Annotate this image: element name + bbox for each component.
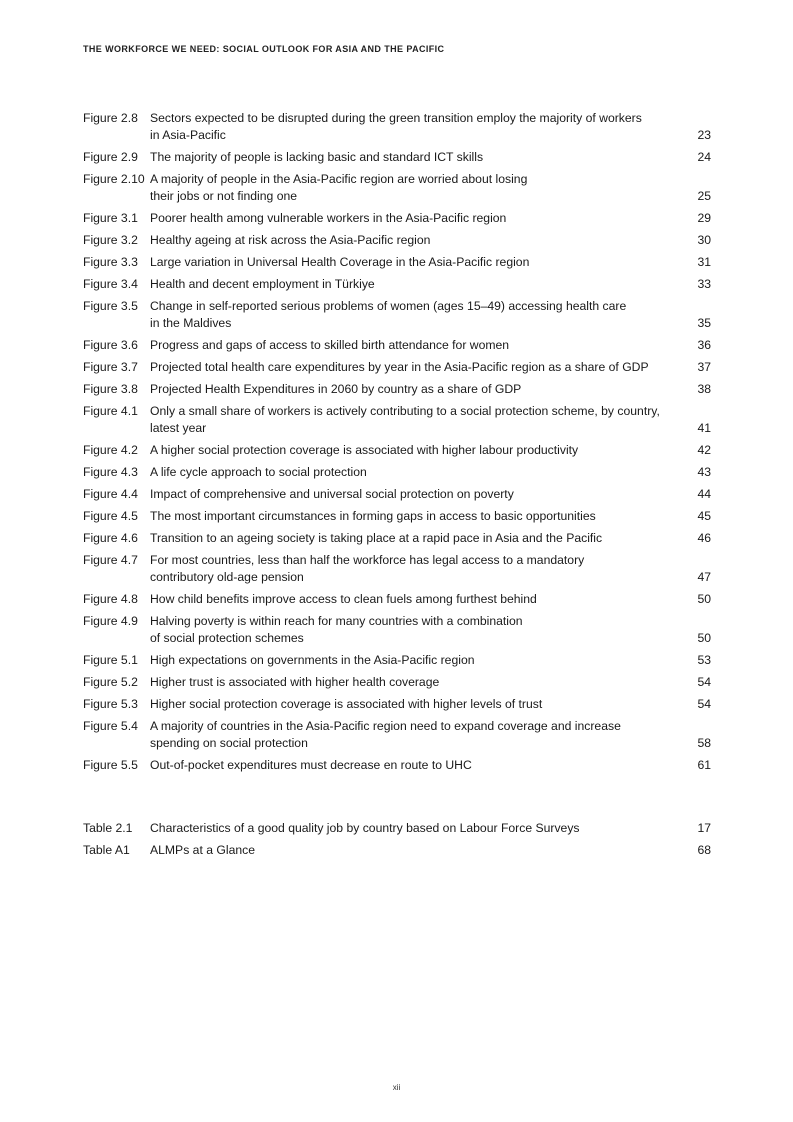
entry-title: A majority of countries in the Asia-Pacific region need to expand coverage and increase spending on social protection bbox=[150, 719, 621, 750]
entry-page-number: 24 bbox=[697, 150, 711, 164]
entry-title: Higher trust is associated with higher health coverage bbox=[150, 675, 440, 689]
entry-page-number: 61 bbox=[697, 758, 711, 772]
entry-title: The most important circumstances in forming gaps in access to basic opportunities bbox=[150, 509, 596, 523]
entry-page-number: 46 bbox=[697, 531, 711, 545]
entry-title: A majority of people in the Asia-Pacific region are worried about losing their jobs or not finding one bbox=[150, 172, 528, 203]
entry-title: Projected total health care expenditures by year in the Asia-Pacific region as a share of GDP bbox=[150, 360, 649, 374]
figure-entry[interactable] bbox=[83, 359, 711, 376]
entry-title: Characteristics of a good quality job by country based on Labour Force Surveys bbox=[150, 821, 580, 835]
entry-title: ALMPs at a Glance bbox=[150, 843, 255, 857]
figure-entry[interactable] bbox=[83, 149, 711, 166]
entry-title: High expectations on governments in the Asia-Pacific region bbox=[150, 653, 475, 667]
figure-entry[interactable] bbox=[83, 442, 711, 459]
entry-label: Figure 2.8 bbox=[83, 111, 138, 125]
entry-label: Figure 2.10 bbox=[83, 172, 145, 186]
entry-label: Figure 4.6 bbox=[83, 531, 138, 545]
figure-entry[interactable] bbox=[83, 674, 711, 691]
figure-entry[interactable] bbox=[83, 210, 711, 227]
entry-page-number: 53 bbox=[697, 653, 711, 667]
entry-page-number: 50 bbox=[697, 592, 711, 606]
table-entry[interactable] bbox=[83, 820, 711, 837]
figure-entry[interactable] bbox=[83, 403, 711, 437]
figure-entry[interactable] bbox=[83, 508, 711, 525]
entry-label: Figure 4.2 bbox=[83, 443, 138, 457]
entry-title: A life cycle approach to social protection bbox=[150, 465, 367, 479]
entry-label: Figure 3.5 bbox=[83, 299, 138, 313]
page-number: xii bbox=[392, 1083, 401, 1092]
figure-entry[interactable] bbox=[83, 298, 711, 332]
figure-entry[interactable] bbox=[83, 381, 711, 398]
entry-title: Transition to an ageing society is taking place at a rapid pace in Asia and the Pacific bbox=[150, 531, 603, 545]
entry-label: Figure 5.5 bbox=[83, 758, 138, 772]
table-entry[interactable] bbox=[83, 842, 711, 859]
entry-label: Figure 3.7 bbox=[83, 360, 138, 374]
entry-page-number: 58 bbox=[697, 736, 711, 750]
entry-label: Figure 3.3 bbox=[83, 255, 138, 269]
figure-entry[interactable] bbox=[83, 652, 711, 669]
entry-label: Table 2.1 bbox=[83, 821, 133, 835]
figure-entry[interactable] bbox=[83, 613, 711, 647]
entry-label: Figure 5.3 bbox=[83, 697, 138, 711]
entry-title: Out-of-pocket expenditures must decrease en route to UHC bbox=[150, 758, 472, 772]
entry-page-number: 38 bbox=[697, 382, 711, 396]
entry-page-number: 33 bbox=[697, 277, 711, 291]
entry-title: Healthy ageing at risk across the Asia-Pacific region bbox=[150, 233, 431, 247]
entry-label: Figure 4.4 bbox=[83, 487, 138, 501]
entry-page-number: 30 bbox=[697, 233, 711, 247]
entry-title: For most countries, less than half the workforce has legal access to a mandatory contributory old-age pension bbox=[150, 553, 585, 584]
entry-label: Figure 4.9 bbox=[83, 614, 138, 628]
entry-label: Figure 5.1 bbox=[83, 653, 138, 667]
entry-page-number: 36 bbox=[697, 338, 711, 352]
entry-page-number: 42 bbox=[697, 443, 711, 457]
entry-label: Figure 3.2 bbox=[83, 233, 138, 247]
entry-page-number: 25 bbox=[697, 189, 711, 203]
entry-title: Impact of comprehensive and universal social protection on poverty bbox=[150, 487, 514, 501]
entry-label: Figure 3.8 bbox=[83, 382, 138, 396]
entry-label: Figure 4.5 bbox=[83, 509, 138, 523]
running-header: THE WORKFORCE WE NEED: SOCIAL OUTLOOK FOR ASIA AND THE PACIFIC bbox=[83, 44, 445, 54]
figure-entry[interactable] bbox=[83, 171, 711, 205]
figure-entry[interactable] bbox=[83, 464, 711, 481]
entry-label: Figure 2.9 bbox=[83, 150, 138, 164]
entry-label: Figure 5.2 bbox=[83, 675, 138, 689]
figure-entry[interactable] bbox=[83, 486, 711, 503]
entry-title: Halving poverty is within reach for many countries with a combination of social protection schemes bbox=[150, 614, 523, 645]
entry-title: Sectors expected to be disrupted during the green transition employ the majority of workers in Asia-Pacific bbox=[150, 111, 642, 142]
figure-entry[interactable] bbox=[83, 254, 711, 271]
entry-label: Figure 3.6 bbox=[83, 338, 138, 352]
entry-page-number: 31 bbox=[697, 255, 711, 269]
entry-page-number: 54 bbox=[697, 697, 711, 711]
entry-title: Large variation in Universal Health Coverage in the Asia-Pacific region bbox=[150, 255, 530, 269]
figure-entry[interactable] bbox=[83, 591, 711, 608]
entry-label: Figure 5.4 bbox=[83, 719, 138, 733]
entry-page-number: 37 bbox=[697, 360, 711, 374]
entry-title: Only a small share of workers is actively contributing to a social protection scheme, by country, latest year bbox=[150, 404, 660, 435]
entry-title: Projected Health Expenditures in 2060 by country as a share of GDP bbox=[150, 382, 522, 396]
entry-title: Higher social protection coverage is associated with higher levels of trust bbox=[150, 697, 543, 711]
entry-page-number: 68 bbox=[697, 843, 711, 857]
figure-entry[interactable] bbox=[83, 337, 711, 354]
entry-title: A higher social protection coverage is associated with higher labour productivity bbox=[150, 443, 579, 457]
entry-page-number: 45 bbox=[697, 509, 711, 523]
figure-entry[interactable] bbox=[83, 530, 711, 547]
entry-title: How child benefits improve access to clean fuels among furthest behind bbox=[150, 592, 537, 606]
entry-label: Figure 4.3 bbox=[83, 465, 138, 479]
list-of-figures bbox=[83, 110, 711, 779]
entry-page-number: 44 bbox=[697, 487, 711, 501]
entry-label: Table A1 bbox=[83, 843, 130, 857]
entry-title: Change in self-reported serious problems of women (ages 15–49) accessing health care in the Maldives bbox=[150, 299, 627, 330]
entry-page-number: 35 bbox=[697, 316, 711, 330]
entry-label: Figure 4.8 bbox=[83, 592, 138, 606]
figure-entry[interactable] bbox=[83, 110, 711, 144]
figure-entry[interactable] bbox=[83, 276, 711, 293]
entry-title: Progress and gaps of access to skilled birth attendance for women bbox=[150, 338, 510, 352]
figure-entry[interactable] bbox=[83, 552, 711, 586]
entry-label: Figure 3.4 bbox=[83, 277, 138, 291]
entry-page-number: 54 bbox=[697, 675, 711, 689]
entry-page-number: 29 bbox=[697, 211, 711, 225]
figure-entry[interactable] bbox=[83, 232, 711, 249]
list-of-tables bbox=[83, 820, 711, 864]
entry-page-number: 17 bbox=[697, 821, 711, 835]
figure-entry[interactable] bbox=[83, 696, 711, 713]
entry-title: Poorer health among vulnerable workers in the Asia-Pacific region bbox=[150, 211, 507, 225]
entry-title: The majority of people is lacking basic and standard ICT skills bbox=[150, 150, 484, 164]
entry-page-number: 43 bbox=[697, 465, 711, 479]
entry-page-number: 47 bbox=[697, 570, 711, 584]
entry-label: Figure 4.7 bbox=[83, 553, 138, 567]
entry-label: Figure 4.1 bbox=[83, 404, 138, 418]
entry-page-number: 50 bbox=[697, 631, 711, 645]
entry-title: Health and decent employment in Türkiye bbox=[150, 277, 375, 291]
entry-page-number: 41 bbox=[697, 421, 711, 435]
figure-entry[interactable] bbox=[83, 718, 711, 752]
entry-page-number: 23 bbox=[697, 128, 711, 142]
figure-entry[interactable] bbox=[83, 757, 711, 774]
entry-label: Figure 3.1 bbox=[83, 211, 138, 225]
